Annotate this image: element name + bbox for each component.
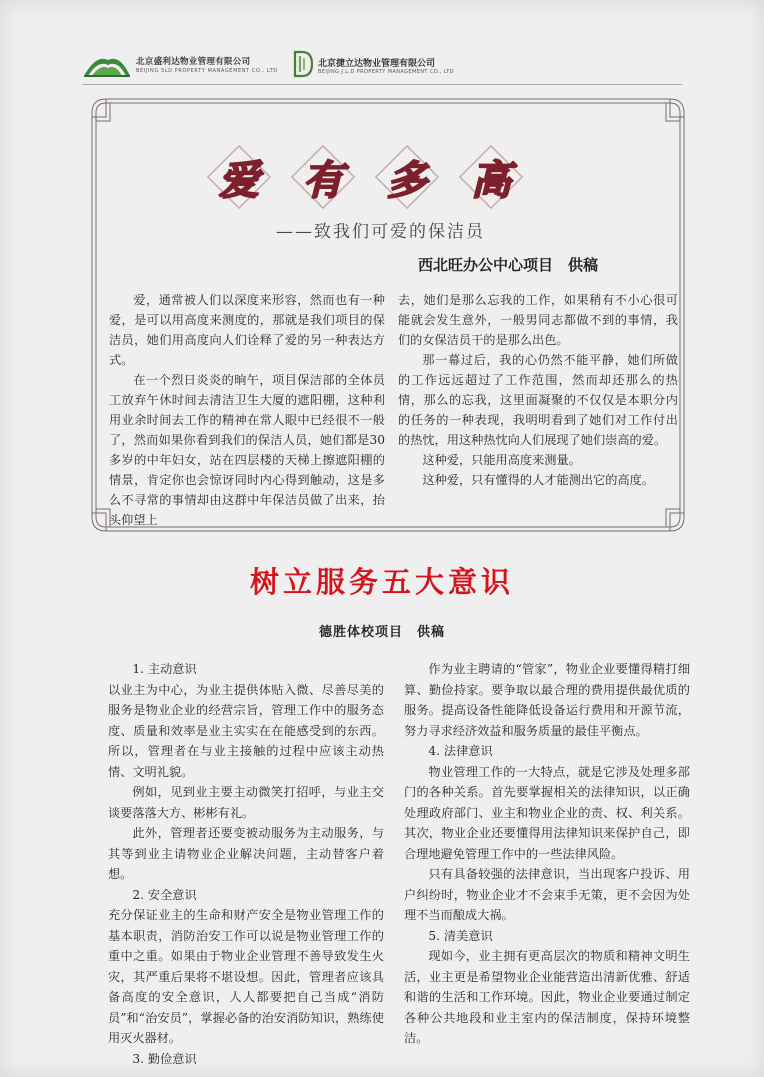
article2-column-right xyxy=(404,659,690,1049)
section-heading: 4. 法律意识 xyxy=(428,744,493,758)
company-logo-sld xyxy=(82,52,278,82)
title-char: 高 xyxy=(471,156,511,204)
section-heading: 1. 主动意识 xyxy=(132,662,197,676)
logo2-en-name: BEIJING J.L.D PROPERTY MANAGEMENT CO., LTD xyxy=(318,69,454,75)
title-char-box xyxy=(290,144,356,210)
company-logo-jld xyxy=(292,50,492,82)
paragraph: 例如，见到业主要主动微笑打招呼，与业主交谈要落落大方、彬彬有礼。 xyxy=(108,785,384,820)
header-divider xyxy=(82,84,682,85)
article1-column-right xyxy=(398,290,678,490)
section-heading: 2. 安全意识 xyxy=(132,887,197,902)
article1-byline: 西北旺办公中心项目 供稿 xyxy=(418,256,599,274)
article2-title: 树立服务五大意识 xyxy=(249,565,514,599)
title-char-box xyxy=(374,144,440,210)
title-char-box xyxy=(458,144,524,210)
section-heading: 3. 勤俭意识 xyxy=(132,1051,197,1066)
article1-column-left xyxy=(109,290,385,530)
logo1-en-name: BEIJING SLD PROPERTY MANAGEMENT CO., LTD xyxy=(136,68,278,74)
logo1-cn-name: 北京盛利达物业管理有限公司 xyxy=(136,57,251,67)
article1-subtitle: ——致我们可爱的保洁员 xyxy=(276,222,485,242)
hill-logo-icon xyxy=(82,52,132,78)
paragraph: 在一个烈日炎炎的晌午，项目保洁部的全体员工放弃午休时间去清洁卫生大厦的遮阳棚，这种利用业余时间去工作的精神在常人眼中已经很不一般了，然而如果你看到我们的保洁人员，她们都是30多岁的中年妇女，站在四层楼的天梯上擦遮阳棚的情景，肯定你也会惊讶同时内心得到触动，这是多么不寻常的事情却由这群中年保洁员做了出来，抬头仰望上 xyxy=(109,373,385,527)
paragraph: 此外，管理者还要变被动服务为主动服务，与其等到业主请物业企业解决问题，主动替客户着想。 xyxy=(108,826,384,881)
jld-mark-icon xyxy=(292,50,314,78)
logo2-cn-name: 北京捷立达物业管理有限公司 xyxy=(318,59,436,69)
article2-byline: 德胜体校项目 供稿 xyxy=(318,625,445,640)
paragraph: 那一幕过后，我的心仍然不能平静，她们所做的工作远远超过了工作范围，然而却还那么的热情，那么的忘我，这里面凝聚的不仅仅是本职分内的任务的一种表现，我明明看到了她们对工作付出的热忱，用这种热忱向人们展现了她们崇高的爱。 xyxy=(398,353,678,447)
paragraph: 去，她们是那么忘我的工作，如果稍有不小心很可能就会发生意外，一般男同志都做不到的事情，我们的女保洁员干的是那么出色。 xyxy=(398,293,678,347)
article1-title xyxy=(206,144,526,214)
article2-column-left xyxy=(108,659,384,1069)
section-heading: 5. 清美意识 xyxy=(428,928,493,943)
paragraph: 这种爱，只有懂得的人才能测出它的高度。 xyxy=(422,473,654,487)
title-char-box xyxy=(206,144,272,210)
paragraph: 爱，通常被人们以深度来形容，然而也有一种爱，是可以用高度来测度的，那就是我们项目的保洁员，她们用高度向人们诠释了爱的另一种表达方式。 xyxy=(109,293,385,367)
paragraph: 充分保证业主的生命和财产安全是物业管理工作的基本职责，消防治安工作可以说是物业管理工作的重中之重。如果由于物业企业管理不善导致发生火灾，其严重后果将不堪设想。因此，管理者应该具备高度的安全意识，人人都要把自己当成“消防员”和“治安员”，掌握必备的治安消防知识，熟练使用灭火器材。 xyxy=(108,908,384,1045)
paragraph: 物业管理工作的一大特点，就是它涉及处理多部门的各种关系。首先要掌握相关的法律知识，以正确处理政府部门、业主和物业企业的责、权、利关系。其次，物业企业还要懂得用法律知识来保护自己，即合理地避免管理工作中的一些法律风险。 xyxy=(404,764,690,861)
title-char: 有 xyxy=(303,156,343,204)
title-char: 多 xyxy=(387,156,427,204)
paragraph: 以业主为中心，为业主提供体贴入微、尽善尽美的服务是物业企业的经营宗旨，管理工作中的服务态度、质量和效率是业主实实在在能感受到的东西。所以，管理者在与业主接触的过程中应该主动热情、文明礼貌。 xyxy=(108,682,384,779)
paragraph: 现如今，业主拥有更高层次的物质和精神文明生活，业主更是希望物业企业能营造出清新优雅、舒适和谐的生活和工作环境。因此，物业企业要通过制定各种公共地段和业主室内的保洁制度，保持环境整洁。 xyxy=(404,949,690,1045)
paragraph: 作为业主聘请的“管家”，物业企业要懂得精打细算、勤俭持家。要争取以最合理的费用提供最优质的服务。提高设备性能降低设备运行费用和开源节流，努力寻求经济效益和服务质量的最佳平衡点。 xyxy=(404,662,690,738)
paragraph: 这种爱，只能用高度来测量。 xyxy=(422,453,581,467)
paragraph: 只有具备较强的法律意识，当出现客户投诉、用户纠纷时，物业企业才不会束手无策，更不会因为处理不当而酿成大祸。 xyxy=(404,867,690,922)
title-char: 爱 xyxy=(219,156,259,204)
